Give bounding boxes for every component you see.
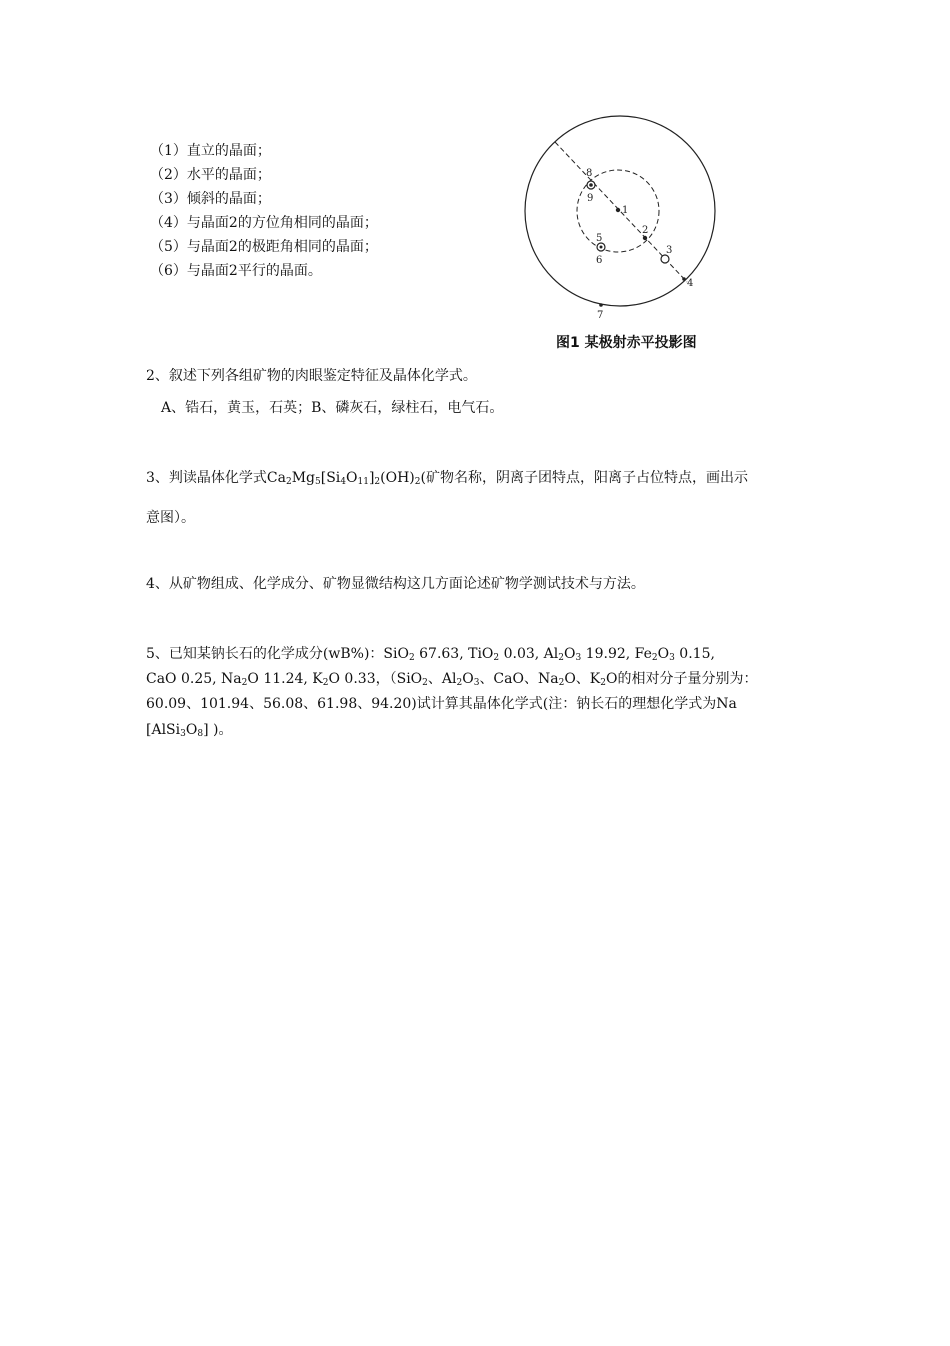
question-3: 3、判读晶体化学式$Ca_2Mg_5[Si_4O_{11}]_2(OH)_2$(矿物名称，阴离子团特点，阳离子占位特点，画出示 [146, 470, 748, 487]
label-2: 2 [642, 225, 649, 236]
sub-question-5: （5）与晶面2的极距角相同的晶面； [150, 239, 378, 255]
label-7: 7 [597, 310, 604, 321]
question-2: 2、叙述下列各组矿物的肉眼鉴定特征及晶体化学式。 [146, 368, 477, 384]
pole-point-3 [661, 255, 669, 263]
question-5-line-2: CaO 0.25, $Na_2O$ 11.24, $K_2O$ 0.33，（SiO$_2$、$Al_2O_3$、CaO、$Na_2O$、$K_2O$的相对分子量分别为： [146, 671, 758, 688]
label-1: 1 [622, 205, 629, 216]
sub-question-2: （2）水平的晶面； [150, 167, 271, 183]
sub-question-1: （1）直立的晶面； [150, 143, 271, 159]
crystal-formula: $Ca_2Mg_5[Si_4O_{11}]_2(OH)_2$ [266, 470, 421, 487]
label-4: 4 [687, 278, 694, 289]
label-3: 3 [666, 245, 673, 256]
label-9: 9 [587, 193, 594, 204]
question-5-line-1: 5、已知某钠长石的化学成分(wB%)：SiO$_2$ 67.63, TiO$_2$ 0.03, $Al_2O_3$ 19.92, $Fe_2O_3$ 0.15, [146, 646, 715, 663]
figure-caption: 图1 某极射赤平投影图 [556, 335, 697, 351]
question-2-mineral-groups: A、锆石，黄玉，石英；B、磷灰石，绿柱石，电气石。 [161, 400, 504, 416]
question-3-line-2: 意图）。 [146, 510, 195, 526]
pole-point-8-9-dot [589, 183, 593, 187]
pole-point-2 [643, 236, 647, 240]
label-8: 8 [586, 168, 593, 179]
pole-point-5-6-dot [600, 246, 603, 249]
question-4: 4、从矿物组成、化学成分、矿物显微结构这几方面论述矿物学测试技术与方法。 [146, 576, 645, 592]
stereographic-projection-figure [517, 112, 722, 324]
pole-point-7 [599, 303, 603, 307]
label-6: 6 [596, 255, 603, 266]
question-5-line-4: $[AlSi_3O_8]$ )。 [146, 722, 233, 739]
pole-point-4 [682, 277, 686, 281]
pole-point-1 [616, 208, 620, 212]
question-5-line-3: 60.09、101.94、56.08、61.98、94.20)试计算其晶体化学式(注：钠长石的理想化学式为Na [146, 696, 737, 712]
label-5: 5 [596, 233, 603, 244]
sub-question-3: （3）倾斜的晶面； [150, 191, 271, 207]
sub-question-6: （6）与晶面2平行的晶面。 [150, 263, 322, 279]
sub-question-4: （4）与晶面2的方位角相同的晶面； [150, 215, 378, 231]
